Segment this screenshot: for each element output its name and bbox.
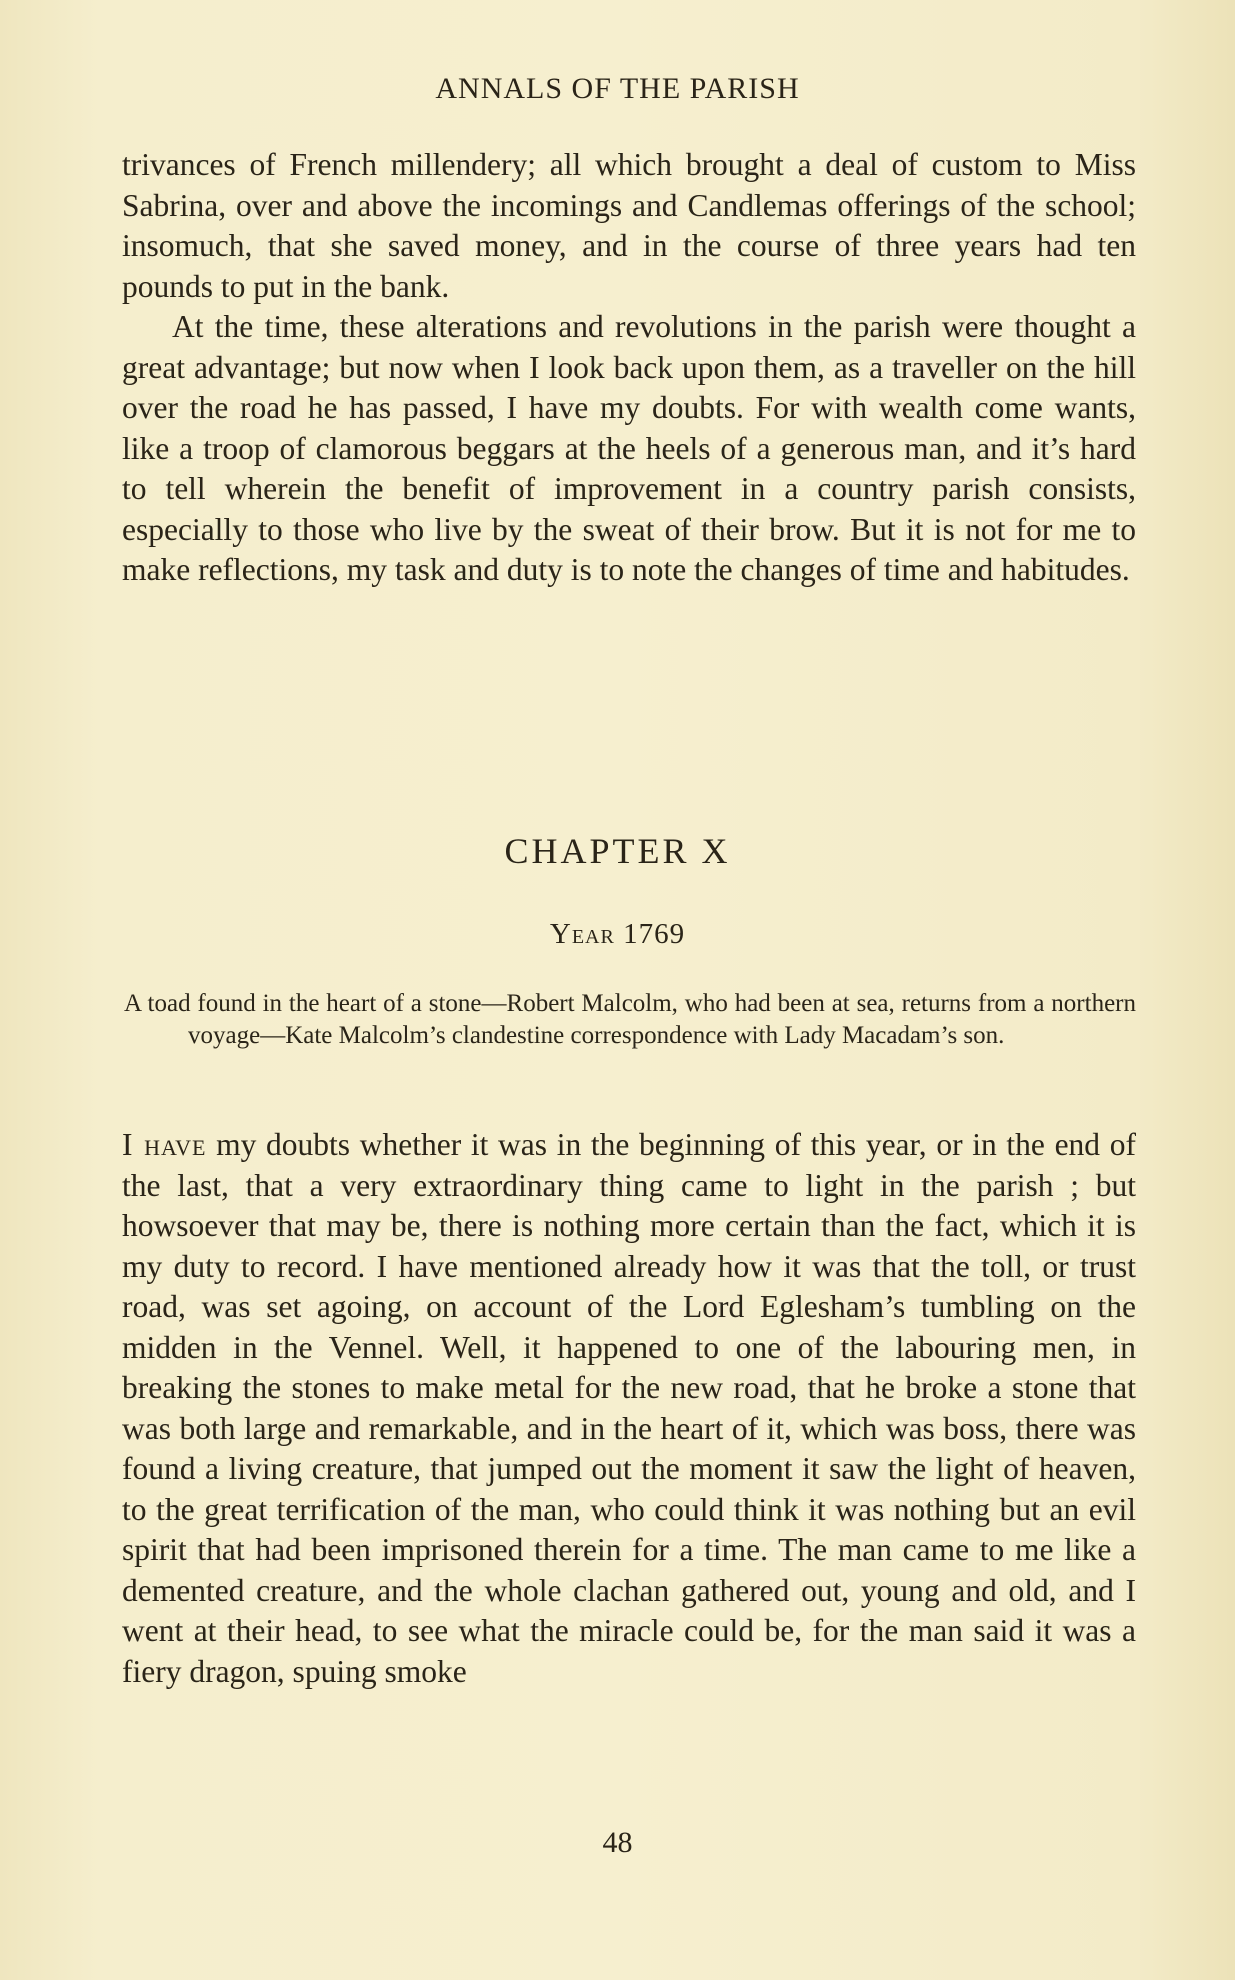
chapter-opening-paragraph: [122, 1125, 1136, 1692]
running-head: ANNALS OF THE PARISH: [435, 72, 800, 105]
top-text-block: [122, 145, 1136, 591]
chapter-synopsis: A toad found in the heart of a stone—Robert Malcolm, who had been at sea, returns from a northern voyage—Kate Malcolm’s clandestine correspondence with Lady Macadam’s son.: [124, 990, 1136, 1049]
chapter-text-block: [122, 1125, 1136, 1692]
lead-words: I have: [122, 1127, 207, 1162]
page-number: 48: [602, 1826, 633, 1859]
chapter-body-text: my doubts whether it was in the beginning of this year, or in the end of the last, that a very extraordinary thing came to light in the parish ; but howsoever that may be, there is nothing more certain than the fact, which it is my duty to record. I have mentioned already how it was that the toll, or trust road, was set agoing, on account of the Lord Eglesham’s tumbling on the midden in the Vennel. Well, it happened to one of the labouring men, in breaking the stones to make metal for the new road, that he broke a stone that was both large and remarkable, and in the heart of it, which was boss, there was found a living creature, that jumped out the moment it saw the light of heaven, to the great terrification of the man, who could think it was nothing but an evil spirit that had been imprisoned therein for a time. The man came to me like a demented creature, and the whole clachan gathered out, young and old, and I went at their head, to see what the miracle could be, for the man said it was a fiery dragon, spuing smoke: [122, 1127, 1136, 1689]
paragraph-continuation: trivances of French millendery; all which brought a deal of custom to Miss Sabrina, over and above the incomings and Candlemas offerings of the school; insomuch, that she saved money, and in the course of three years had ten pounds to put in the bank.: [122, 147, 1136, 304]
chapter-year: Year 1769: [549, 918, 686, 950]
chapter-title: CHAPTER X: [504, 831, 731, 871]
paragraph-reflection: At the time, these alterations and revolutions in the parish were thought a great advantage; but now when I look back upon them, as a traveller on the hill over the road he has passed, I have my doubts. For with wealth come wants, like a troop of clamorous beggars at the heels of a generous man, and it’s hard to tell wherein the benefit of improvement in a country parish consists, especially to those who live by the sweat of their brow. But it is not for me to make reflections, my task and duty is to note the changes of time and habitudes.: [122, 309, 1136, 587]
